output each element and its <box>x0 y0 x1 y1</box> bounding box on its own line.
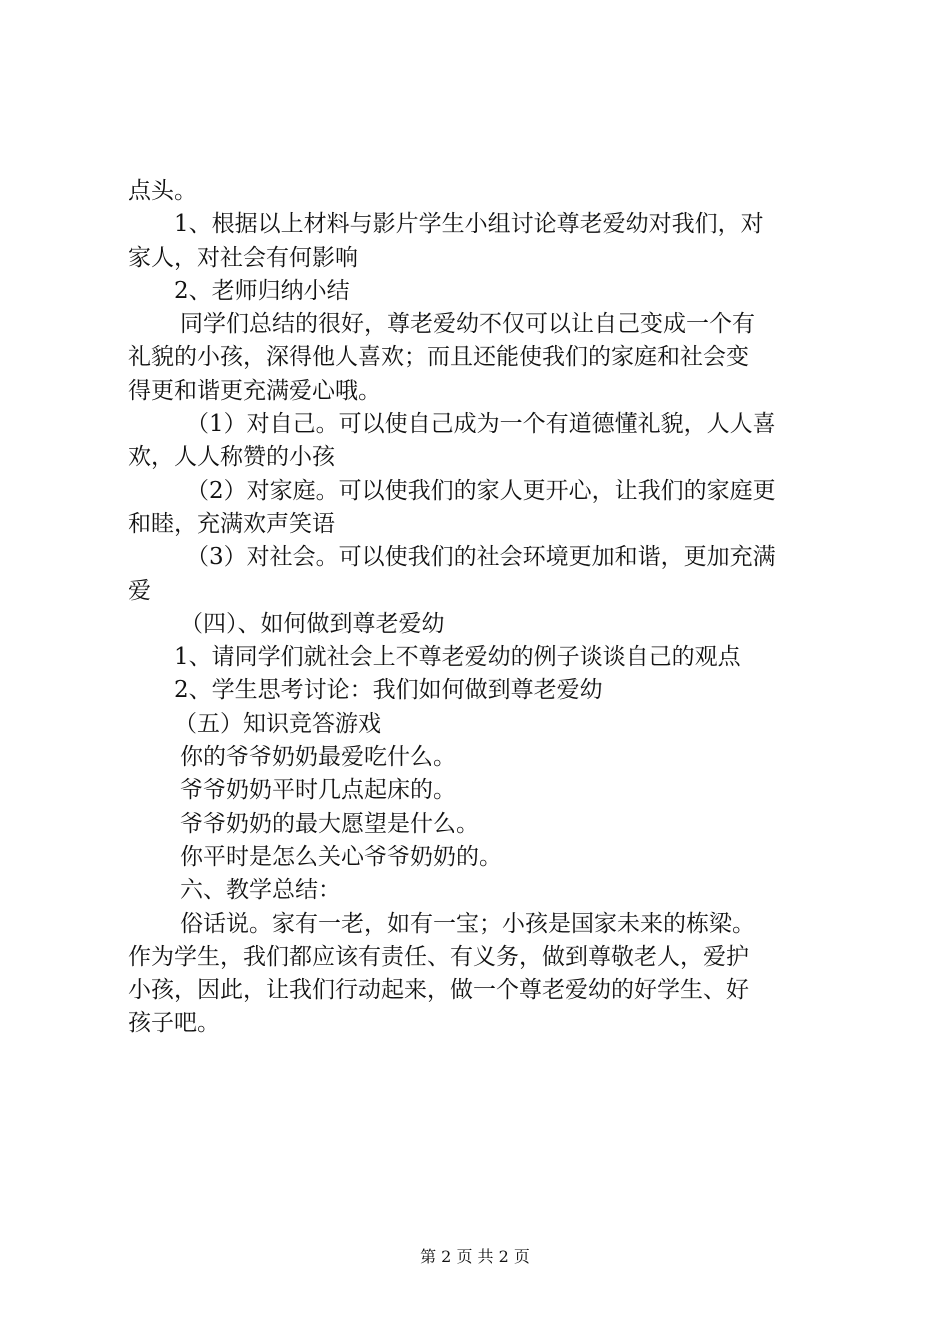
text-line: 爱 <box>128 577 151 604</box>
text-line: （四）、如何做到尊老爱幼 <box>180 610 445 637</box>
text-line: 2、老师归纳小结 <box>174 277 350 304</box>
text-line: 小孩，因此，让我们行动起来，做一个尊老爱幼的好学生、好 <box>128 977 749 1004</box>
text-line: 你的爷爷奶奶最爱吃什么。 <box>180 744 456 771</box>
text-line: 礼貌的小孩，深得他人喜欢；而且还能使我们的家庭和社会变 <box>128 344 749 371</box>
text-line: 你平时是怎么关心爷爷奶奶的。 <box>180 843 502 870</box>
text-line: 同学们总结的很好，尊老爱幼不仅可以让自己变成一个有 <box>180 311 755 338</box>
text-line: 孩子吧。 <box>128 1010 220 1037</box>
text-line: 1、请同学们就社会上不尊老爱幼的例子谈谈自己的观点 <box>174 644 741 671</box>
text-line: 家人，对社会有何影响 <box>128 244 358 271</box>
document-body <box>128 175 833 1041</box>
text-line: （2）对家庭。可以使我们的家人更开心，让我们的家庭更 <box>186 477 776 504</box>
text-line: 1、根据以上材料与影片学生小组讨论尊老爱幼对我们，对 <box>174 211 764 238</box>
text-line: 和睦，充满欢声笑语 <box>128 510 335 537</box>
page-footer: 第 2 页 共 2 页 <box>420 1247 530 1266</box>
text-line: （1）对自己。可以使自己成为一个有道德懂礼貌，人人喜 <box>186 411 776 438</box>
text-line: 点头。 <box>128 178 197 204</box>
text-line: （五）知识竞答游戏 <box>174 710 381 737</box>
text-line: 爷爷奶奶的最大愿望是什么。 <box>180 810 479 837</box>
text-line: 得更和谐更充满爱心哦。 <box>128 377 381 404</box>
text-line: （3）对社会。可以使我们的社会环境更加和谐，更加充满 <box>186 544 776 571</box>
text-line: 爷爷奶奶平时几点起床的。 <box>180 777 456 804</box>
text-line: 六、教学总结： <box>180 877 341 904</box>
text-line: 俗话说。家有一老，如有一宝；小孩是国家未来的栋梁。 <box>180 910 755 937</box>
text-line: 作为学生，我们都应该有责任、有义务，做到尊敬老人，爱护 <box>128 943 749 970</box>
text-line: 2、学生思考讨论：我们如何做到尊老爱幼 <box>174 677 603 704</box>
text-line: 欢，人人称赞的小孩 <box>128 444 335 471</box>
